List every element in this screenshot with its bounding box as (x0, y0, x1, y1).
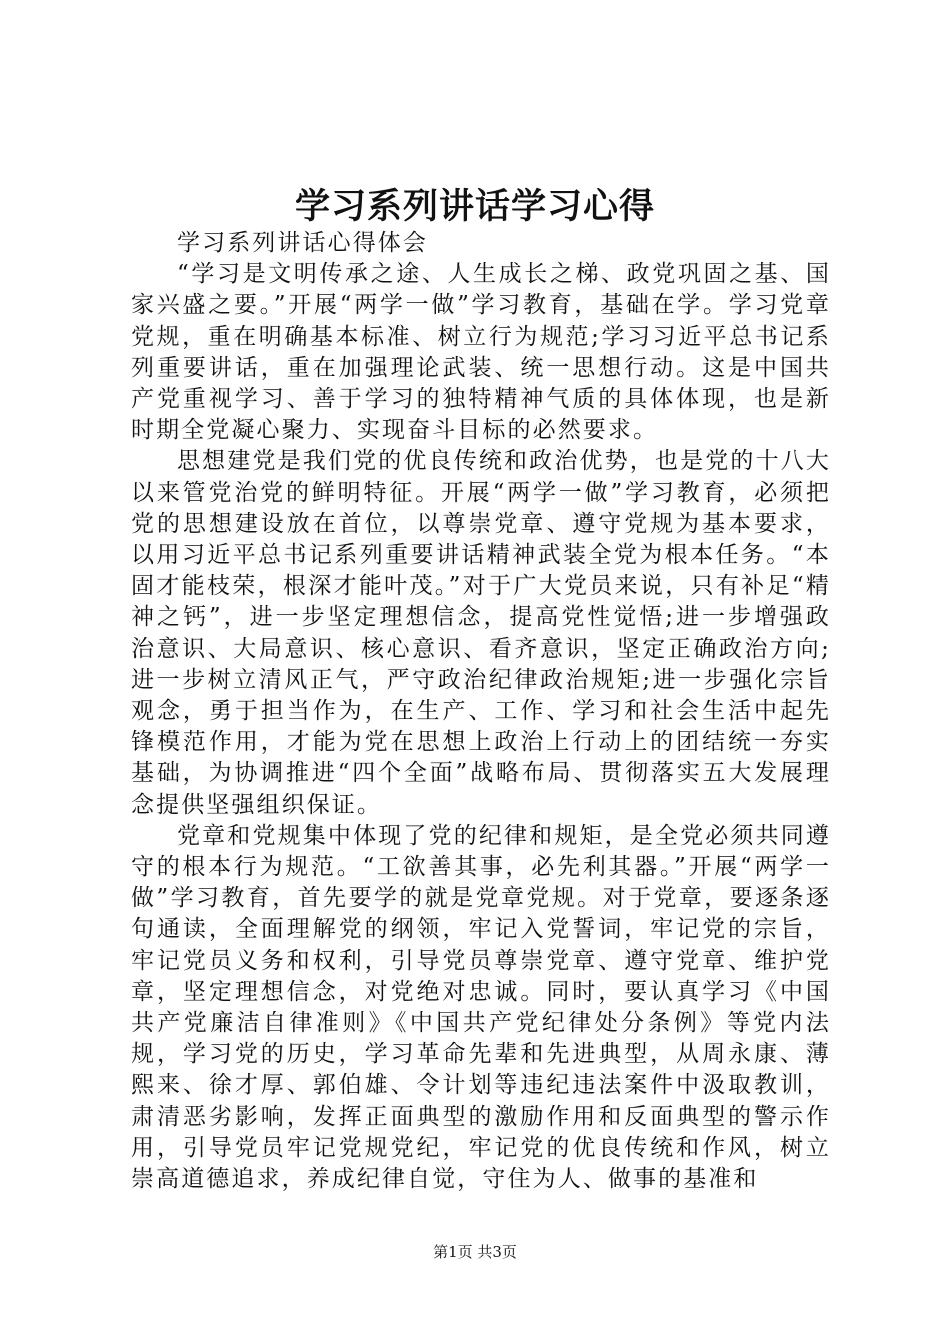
paragraph: 思想建党是我们党的优良传统和政治优势，也是党的十八大以来管党治党的鲜明特征。开展“两学一做”学习教育，必须把党的思想建设放在首位，以尊崇党章、遵守党规为基本要求，以用习近平总书记系列重要讲话精神武装全党为根本任务。“本固才能枝荣，根深才能叶茂。”对于广大党员来说，只有补足“精神之钙”，进一步坚定理想信念，提高党性觉悟;进一步增强政治意识、大局意识、核心意识、看齐意识，坚定正确政治方向;进一步树立清风正气，严守政治纪律政治规矩;进一步强化宗旨观念，勇于担当作为，在生产、工作、学习和社会生活中起先锋模范作用，才能为党在思想上政治上行动上的团结统一夯实基础，为协调推进“四个全面”战略布局、贯彻落实五大发展理念提供坚强组织保证。 (131, 448, 831, 818)
paragraph: “学习是文明传承之途、人生成长之梯、政党巩固之基、国家兴盛之要。”开展“两学一做”学习教育，基础在学。学习党章党规，重在明确基本标准、树立行为规范;学习习近平总书记系列重要讲话，重在加强理论武装、统一思想行动。这是中国共产党重视学习、善于学习的独特精神气质的具体体现，也是新时期全党凝心聚力、实现奋斗目标的必然要求。 (131, 261, 831, 444)
page-footer: 第1页 共3页 (433, 1243, 517, 1261)
paragraph: 党章和党规集中体现了党的纪律和规矩，是全党必须共同遵守的根本行为规范。“工欲善其事，必先利其器。”开展“两学一做”学习教育，首先要学的就是党章党规。对于党章，要逐条逐句通读，全面理解党的纲领，牢记入党誓词，牢记党的宗旨，牢记党员义务和权利，引导党员尊崇党章、遵守党章、维护党章，坚定理想信念，对党绝对忠诚。同时，要认真学习《中国共产党廉洁自律准则》《中国共产党纪律处分条例》等党内法规，学习党的历史，学习革命先辈和先进典型，从周永康、薄熙来、徐才厚、郭伯雄、令计划等违纪违法案件中汲取教训，肃清恶劣影响，发挥正面典型的激励作用和反面典型的警示作用，引导党员牢记党规党纪，牢记党的优良传统和作风，树立崇高道德追求，养成纪律自觉，守住为人、做事的基准和 (131, 822, 831, 1193)
paragraph-subtitle: 学习系列讲话心得体会 (177, 230, 428, 256)
document-title: 学习系列讲话学习心得 (294, 186, 655, 227)
document-body (131, 228, 831, 1195)
